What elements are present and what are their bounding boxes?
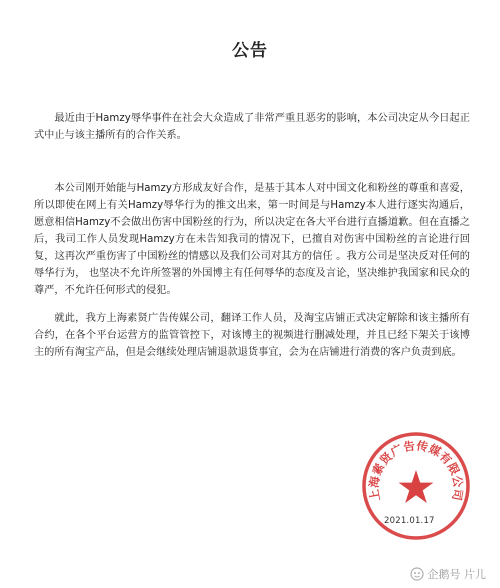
- penguin-logo-icon: [410, 567, 424, 581]
- watermark: [410, 566, 487, 582]
- seal-text: 上海素贤广告传媒有限公司: [366, 438, 466, 503]
- announcement-title: 公告: [232, 41, 268, 61]
- watermark-text: 企鹅号 片儿: [427, 568, 486, 581]
- paragraph-1: 最近由于Hamzy辱华事件在社会大众造成了非常严重且恶劣的影响，本公司决定从今日起正式中止与该主播所有的合作关系。: [34, 113, 470, 141]
- seal-star-icon: [399, 470, 434, 503]
- paragraph-3: 就此，我方上海素贤广告传媒公司，翻译工作人员，及淘宝店铺正式决定解除和该主播所有合约，在各个平台运营方的监管管控下，对该博主的视频进行删减处理，并且已经下架关于该博主的所有淘宝产品，但是会继续处理店铺退款退货事宜，会为在店铺进行消费的客户负责到底。: [34, 313, 470, 358]
- announcement-date: 2021.01.17: [384, 516, 435, 526]
- paragraph-2: 本公司刚开始能与Hamzy方形成友好合作，是基于其本人对中国文化和粉丝的尊重和喜爱，所以即使在网上有关Hamzy辱华行为的推文出来，第一时间是与Hamzy本人进行逐实沟通后，愿意相信Hamzy不会做出伤害中国粉丝的行为，所以决定在各大平台进行直播道歉。但在直播之后，我司工作人员发现Hamzy方在未告知我司的情况下，已擅自对伤害中国粉丝的言论进行回复，这再次严重伤害了中国粉丝的情感以及我们公司对其方的信任 。我方公司是坚决反对任何的辱华行为， 也坚决不允许所签署的外国博主有任何辱华的态度及言论，坚决维护我国家和民众的尊严，不允许任何形式的侵犯。: [34, 183, 470, 296]
